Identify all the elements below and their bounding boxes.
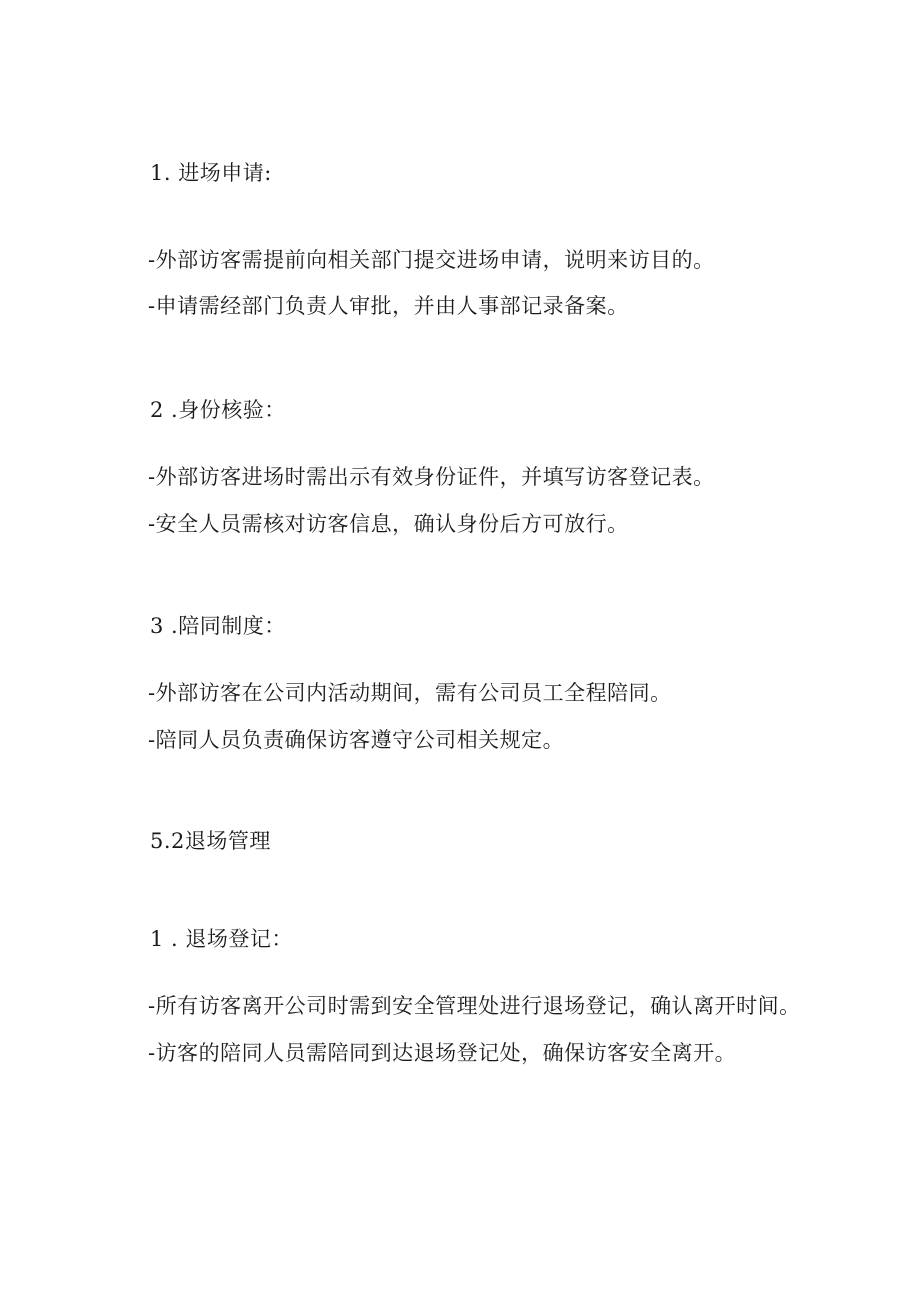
bullet-line: -外部访客在公司内活动期间，需有公司员工全程陪同。 [148, 681, 672, 705]
bullet-line: -所有访客离开公司时需到安全管理处进行退场登记，确认离开时间。 [148, 994, 801, 1018]
bullet-line: -陪同人员负责确保访客遵守公司相关规定。 [148, 728, 565, 752]
bullet-line: -访客的陪同人员需陪同到达退场登记处，确保访客安全离开。 [148, 1041, 737, 1065]
item-heading-exit-registration: 1 . 退场登记： [150, 927, 293, 951]
bullet-line: -外部访客进场时需出示有效身份证件，并填写访客登记表。 [148, 465, 715, 489]
bullet-line: -外部访客需提前向相关部门提交进场申请，说明来访目的。 [148, 248, 715, 272]
item-heading-entry-application: 1. 进场申请: [150, 161, 272, 185]
bullet-line: -安全人员需核对访客信息，确认身份后方可放行。 [148, 512, 629, 536]
item-heading-identity-verification: 2 .身份核验： [150, 398, 286, 422]
section-title: 5.2退场管理 [150, 829, 271, 853]
bullet-line: -申请需经部门负责人审批，并由人事部记录备案。 [148, 294, 629, 318]
item-heading-escort-policy: 3 .陪同制度： [150, 614, 286, 638]
